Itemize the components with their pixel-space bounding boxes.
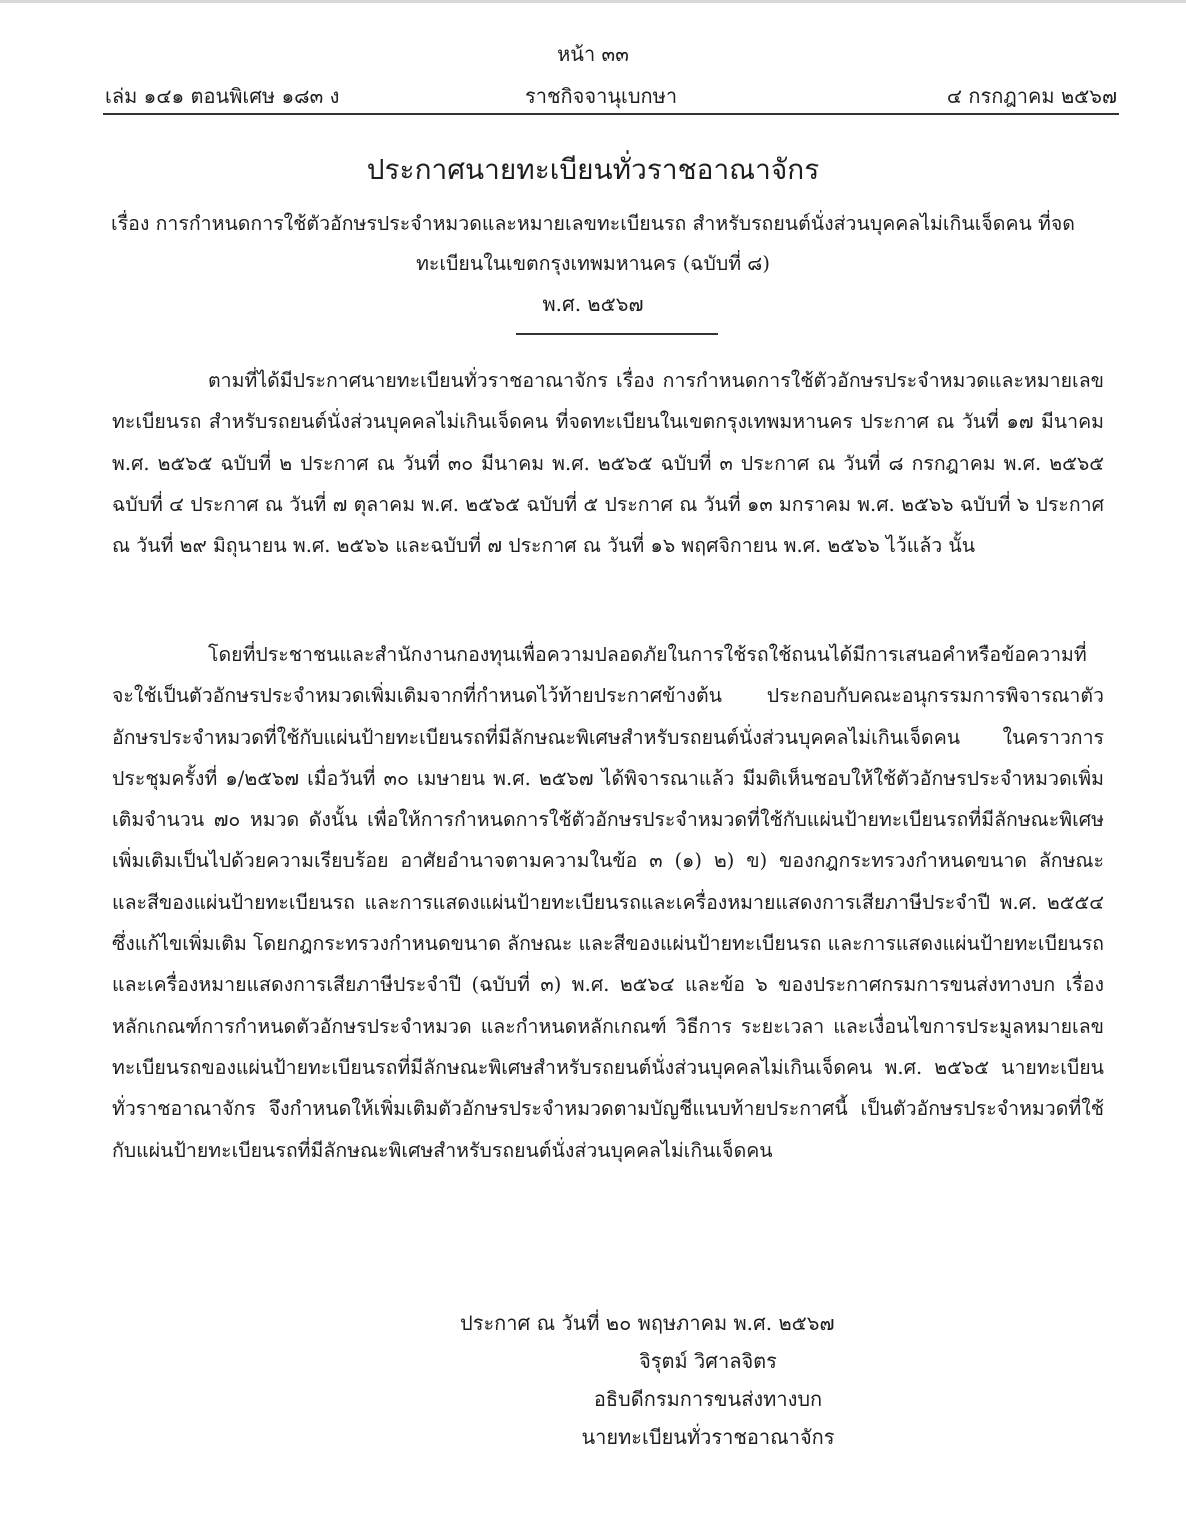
signatory-position: อธิบดีกรมการขนส่งทางบก — [593, 1387, 823, 1411]
top-divider — [0, 0, 1186, 3]
announcement-date: ประกาศ ณ วันที่ ๒๐ พฤษภาคม พ.ศ. ๒๕๖๗ — [460, 1311, 835, 1335]
signature-block — [460, 1304, 980, 1456]
document-year: พ.ศ. ๒๕๖๗ — [542, 292, 644, 316]
body-paragraph-2-container — [112, 634, 1104, 1264]
signatory-title: นายทะเบียนทั่วราชอาณาจักร — [581, 1425, 835, 1449]
publication-name: ราชกิจจานุเบกษา — [525, 84, 678, 108]
page-number: หน้า ๓๓ — [557, 42, 629, 66]
signatory-name: จิรุตม์ วิศาลจิตร — [639, 1349, 777, 1373]
body-paragraph-1-container — [112, 360, 1104, 650]
title-divider — [516, 333, 718, 335]
body-paragraph-2: โดยที่ประชาชนและสำนักงานกองทุนเพื่อความปลอดภัยในการใช้รถใช้ถนนได้มีการเสนอคำหรือข้อความที่จะใช้เป็นตัวอักษรประจำหมวดเพิ่มเติมจากที่กำหนดไว้ท้ายประกาศข้างต้น ประกอบกับคณะอนุกรรมการพิจารณาตัวอักษรประจำหมวดที่ใช้กับแผ่นป้ายทะเบียนรถที่มีลักษณะพิเศษสำหรับรถยนต์นั่งส่วนบุคคลไม่เกินเจ็ดคน ในคราวการประชุมครั้งที่ ๑/๒๕๖๗ เมื่อวันที่ ๓๐ เมษายน พ.ศ. ๒๕๖๗ ได้พิจารณาแล้ว มีมติเห็นชอบให้ใช้ตัวอักษรประจำหมวดเพิ่มเติมจำนวน ๗๐ หมวด ดังนั้น เพื่อให้การกำหนดการใช้ตัวอักษรประจำหมวดที่ใช้กับแผ่นป้ายทะเบียนรถที่มีลักษณะพิเศษเพิ่มเติมเป็นไปด้วยความเรียบร้อย อาศัยอำนาจตามความในข้อ ๓ (๑) ๒) ข) ของกฎกระทรวงกำหนดขนาด ลักษณะ และสีของแผ่นป้ายทะเบียนรถ และการแสดงแผ่นป้ายทะเบียนรถและเครื่องหมายแสดงการเสียภาษีประจำปี พ.ศ. ๒๕๕๔ ซึ่งแก้ไขเพิ่มเติม โดยกฎกระทรวงกำหนดขนาด ลักษณะ และสีของแผ่นป้ายทะเบียนรถ และการแสดงแผ่นป้ายทะเบียนรถและเครื่องหมายแสดงการเสียภาษีประจำปี (ฉบับที่ ๓) พ.ศ. ๒๕๖๔ และข้อ ๖ ของประกาศกรมการขนส่งทางบก เรื่อง หลักเกณฑ์การกำหนดตัวอักษรประจำหมวด และกำหนดหลักเกณฑ์ วิธีการ ระยะเวลา และเงื่อนไขการประมูลหมายเลขทะเบียนรถของแผ่นป้ายทะเบียนรถที่มีลักษณะพิเศษสำหรับรถยนต์นั่งส่วนบุคคลไม่เกินเจ็ดคน พ.ศ. ๒๕๖๕ นายทะเบียนทั่วราชอาณาจักร จึงกำหนดให้เพิ่มเติมตัวอักษรประจำหมวดตามบัญชีแนบท้ายประกาศนี้ เป็นตัวอักษรประจำหมวดที่ใช้กับแผ่นป้ายทะเบียนรถที่มีลักษณะพิเศษสำหรับรถยนต์นั่งส่วนบุคคลไม่เกินเจ็ดคน — [112, 643, 1104, 1162]
document-title: ประกาศนายทะเบียนทั่วราชอาณาจักร — [366, 153, 820, 186]
body-paragraph-1: ตามที่ได้มีประกาศนายทะเบียนทั่วราชอาณาจักร เรื่อง การกำหนดการใช้ตัวอักษรประจำหมวดและหมายเลขทะเบียนรถ สำหรับรถยนต์นั่งส่วนบุคคลไม่เกินเจ็ดคน ที่จดทะเบียนในเขตกรุงเทพมหานคร ประกาศ ณ วันที่ ๑๗ มีนาคม พ.ศ. ๒๕๖๕ ฉบับที่ ๒ ประกาศ ณ วันที่ ๓๐ มีนาคม พ.ศ. ๒๕๖๕ ฉบับที่ ๓ ประกาศ ณ วันที่ ๘ กรกฎาคม พ.ศ. ๒๕๖๕ ฉบับที่ ๔ ประกาศ ณ วันที่ ๗ ตุลาคม พ.ศ. ๒๕๖๕ ฉบับที่ ๕ ประกาศ ณ วันที่ ๑๓ มกราคม พ.ศ. ๒๕๖๖ ฉบับที่ ๖ ประกาศ ณ วันที่ ๒๙ มิถุนายน พ.ศ. ๒๕๖๖ และฉบับที่ ๗ ประกาศ ณ วันที่ ๑๖ พฤศจิกายน พ.ศ. ๒๕๖๖ ไว้แล้ว นั้น — [112, 369, 1104, 558]
gazette-header — [105, 80, 1117, 110]
volume-issue: เล่ม ๑๔๑ ตอนพิเศษ ๑๘๓ ง — [105, 84, 340, 108]
document-subject: เรื่อง การกำหนดการใช้ตัวอักษรประจำหมวดและหมายเลขทะเบียนรถ สำหรับรถยนต์นั่งส่วนบุคคลไม่เกินเจ็ดคน ที่จดทะเบียนในเขตกรุงเทพมหานคร (ฉบับที่ ๘) — [111, 212, 1075, 275]
publication-date: ๔ กรกฎาคม ๒๕๖๗ — [946, 84, 1117, 108]
header-divider — [103, 113, 1119, 115]
